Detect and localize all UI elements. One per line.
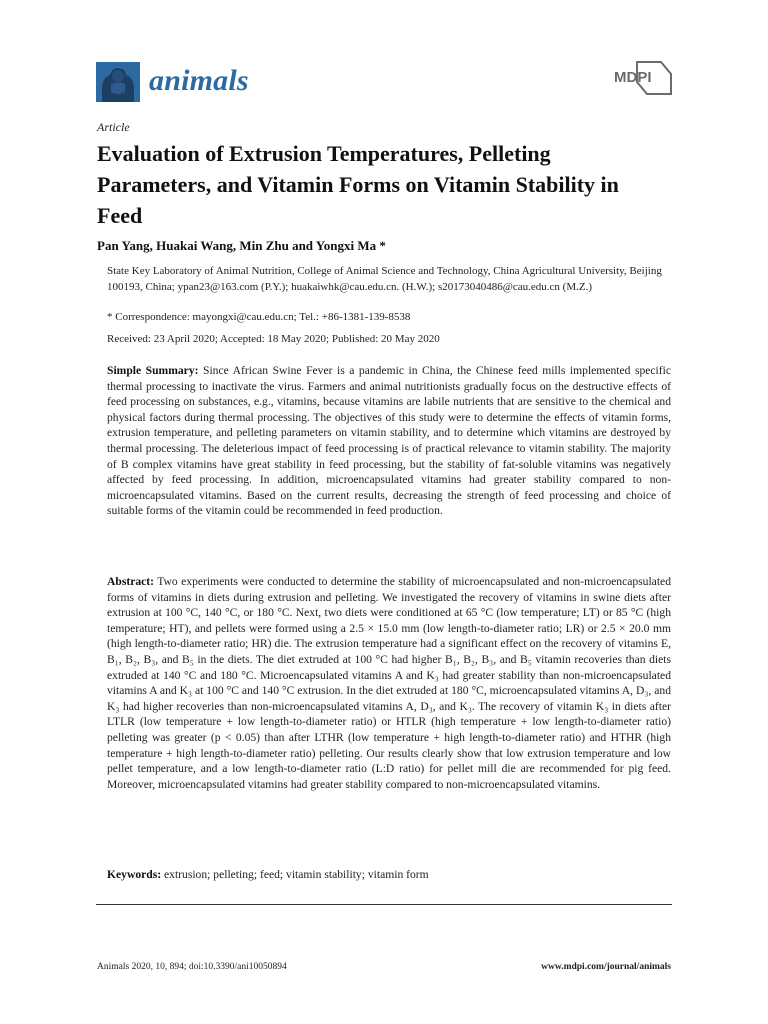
correspondence-line: * Correspondence: mayongxi@cau.edu.cn; Tel.: +86-1381-139-8538	[107, 311, 411, 323]
simple-summary-label: Simple Summary:	[107, 364, 199, 377]
keywords-text: extrusion; pelleting; feed; vitamin stability; vitamin form	[161, 868, 429, 881]
simple-summary-text: Since African Swine Fever is a pandemic in China, the Chinese feed mills implemented specific thermal processing to inactivate the virus. Farmers and animal nutritionists gradually focus on the destructive effects of feed processing on substances, e.g., vitamins, because vitamins are labile nutrients that are sensitive to the chemical and physical factors during thermal processing. The objectives of this study were to determine the effects of vitamin forms, extrusion temperature, and pelleting parameters on vitamin stability, and to determine which vitamins are destroyed by thermal processing. The deleterious impact of feed processing is of practical relevance to vitamin stability. The majority of B complex vitamins have great stability in feed processing, but the stability of fat-soluble vitamins was negatively affected by feed processing. In addition, microencapsulated vitamins had greater stability compared to non-microencapsulated vitamins. Based on the current results, decreasing the strength of feed processing and choice of suitable forms of the vitamin could be recommended in feed production.	[107, 364, 672, 518]
mdpi-logo	[613, 60, 673, 96]
keywords	[107, 867, 671, 883]
keywords-label: Keywords:	[107, 868, 162, 881]
section-divider	[96, 904, 672, 905]
journal-url-link[interactable]: www.mdpi.com/journal/animals	[541, 962, 671, 972]
author-affiliation: State Key Laboratory of Animal Nutrition, College of Animal Science and Technology, China Agricultural University, Beijing 100193, China; ypan23@163.com (P.Y.); huakaiwhk@cau.edu.cn. (H.W.); s20173040486@cau.edu.cn (M.Z.)	[107, 265, 662, 293]
abstract-label: Abstract:	[107, 575, 155, 588]
article-title: Evaluation of Extrusion Temperatures, Pelleting Parameters, and Vitamin Forms on Vitamin Stability in Feed	[97, 141, 619, 228]
abstract-text: Two experiments were conducted to determine the stability of microencapsulated and non-microencapsulated forms of vitamins in diets during extrusion and pelleting. We investigated the recovery of vitamins in swine diets after extrusion at 100 °C, 140 °C, or 180 °C. Next, two diets were conditioned at 65 °C (low temperature; LT) or 85 °C (high temperature; HT), and pellets were formed using a 2.5 × 15.0 mm (low length-to-diameter ratio; LR) or 2.5 × 20.0 mm (high length-to-diameter ratio; HR) die. The extrusion temperature had a significant effect on the recovery of vitamins E, B₁, B₂, B₃, and B₅ in the diets. The diet extruded at 100 °C had higher B₁, B₂, B₃, and B₅ vitamin recoveries than diets extruded at 140 °C and 180 °C. Microencapsulated vitamins A and K₃ had greater stability than non-microencapsulated vitamins A and K₃ at 100 °C and 140 °C extrusion. In the diet extruded at 180 °C, microencapsulated vitamins A, D₃, and K₃ had higher recoveries than non-microencapsulated vitamins A, D₃, and K₃. The recovery of vitamin K₃ in diets after LTLR (low temperature + low length-to-diameter ratio) or HTLR (high temperature + low length-to-diameter ratio) pelleting was greater (p < 0.05) than after LTHR (low temperature + high length-to-diameter ratio) and HTHR (high temperature + high length-to-diameter ratio) pelleting. Our results clearly show that low extrusion temperature and low pellet temperature, and a low length-to-diameter ratio (L:D ratio) for pellet mill die are recommended for pig feed. Moreover, microencapsulated vitamins had greater stability compared to non-microencapsulated vitamins.	[107, 575, 671, 791]
article-type: Article	[97, 120, 130, 134]
publisher-logo-text: MDPI	[614, 69, 652, 86]
animal-silhouette-icon	[96, 62, 140, 102]
citation-footer: Animals 2020, 10, 894; doi:10.3390/ani10050894	[97, 962, 287, 972]
simple-summary	[107, 363, 671, 519]
publication-dates: Received: 23 April 2020; Accepted: 18 May 2020; Published: 20 May 2020	[107, 333, 440, 345]
author-list: Pan Yang, Huakai Wang, Min Zhu and Yongxi Ma *	[97, 238, 386, 253]
journal-name: animals	[149, 64, 249, 97]
abstract	[107, 574, 671, 792]
